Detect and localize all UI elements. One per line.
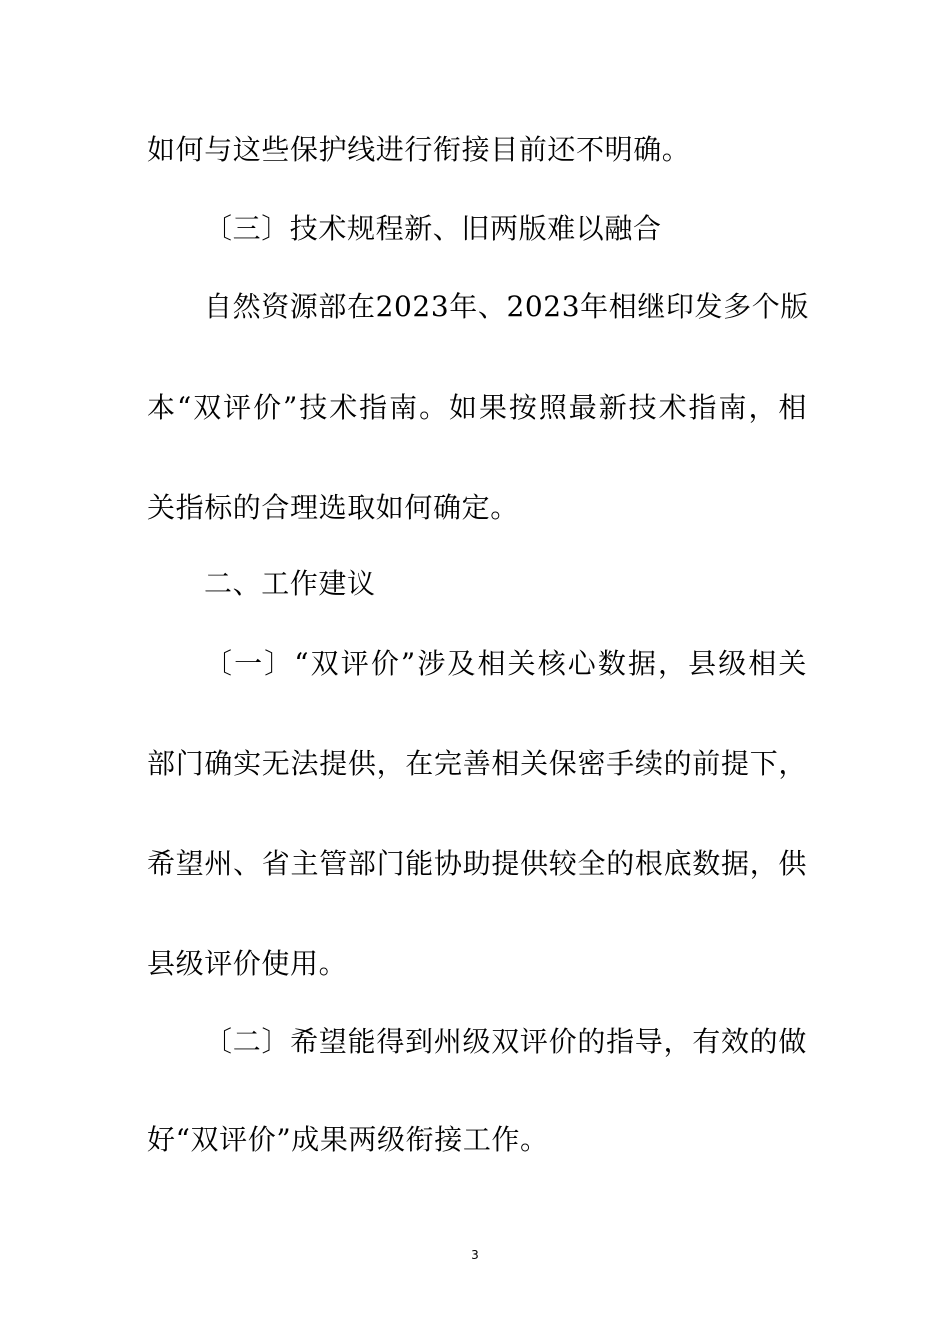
section-heading: 二、工作建议 xyxy=(204,567,376,600)
paragraph-line: 如何与这些保护线进行衔接目前还不明确。 xyxy=(147,133,691,166)
paragraph-line: 好“双评价”成果两级衔接工作。 xyxy=(147,1123,549,1156)
paragraph-line: 县级评价使用。 xyxy=(147,947,348,980)
section-heading: 〔三〕技术规程新、旧两版难以融合 xyxy=(204,212,662,245)
paragraph-line: 〔一〕“双评价”涉及相关核心数据，县级相关 xyxy=(204,647,807,680)
paragraph-line: 部门确实无法提供，在完善相关保密手续的前提下， xyxy=(147,747,807,780)
paragraph-line: 自然资源部在2023年、2023年相继印发多个版 xyxy=(204,290,809,323)
paragraph-line: 〔二〕希望能得到州级双评价的指导，有效的做 xyxy=(204,1025,807,1058)
paragraph-line: 关指标的合理选取如何确定。 xyxy=(147,491,519,524)
page-number: 3 xyxy=(471,1248,479,1262)
paragraph-line: 本“双评价”技术指南。如果按照最新技术指南，相 xyxy=(147,391,807,424)
paragraph-line: 希望州、省主管部门能协助提供较全的根底数据，供 xyxy=(147,847,807,880)
